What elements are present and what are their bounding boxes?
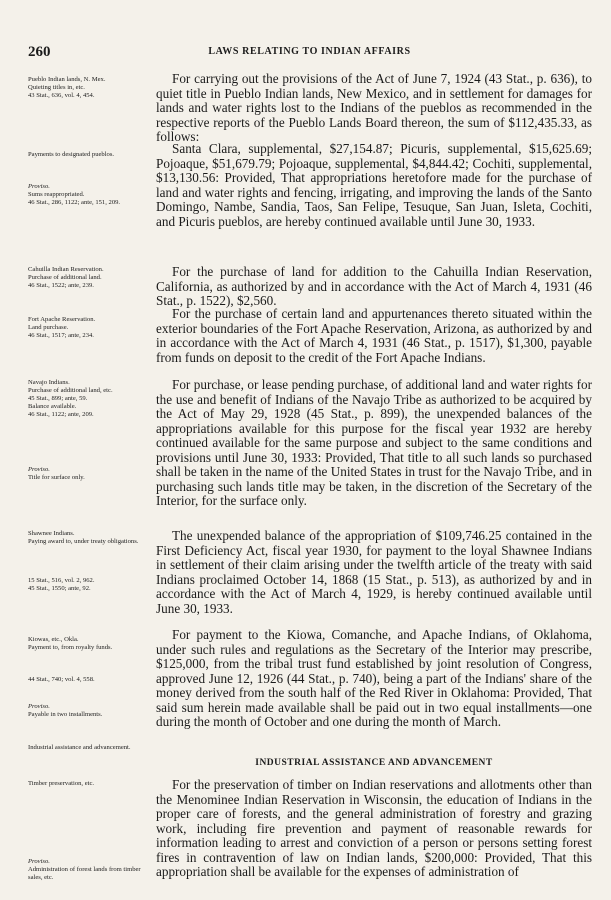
margin-note-line: Payments to designated pueblos. — [28, 151, 115, 158]
margin-note-line: 46 Stat., 1522; ante, 239. — [28, 282, 94, 289]
margin-note-line: Proviso. — [28, 183, 50, 190]
margin-note-line: 46 Stat., 1122; ante, 209. — [28, 411, 94, 418]
margin-note-proviso-forest — [28, 858, 144, 882]
margin-note-line: Fort Apache Reservation. — [28, 316, 96, 323]
margin-note-line: Title for surface only. — [28, 474, 85, 481]
margin-note-line: 44 Stat., 740; vol. 4, 558. — [28, 676, 95, 683]
margin-note-fort-apache — [28, 316, 144, 340]
margin-note-line: Proviso. — [28, 858, 50, 865]
margin-note-line: Payment to, from royalty funds. — [28, 644, 113, 651]
margin-note-pueblo-lands — [28, 76, 144, 100]
margin-note-line: Navajo Indians. — [28, 379, 70, 386]
margin-note-line: Cahuilla Indian Reservation. — [28, 266, 104, 273]
margin-note-line: Quieting titles in, etc. — [28, 84, 85, 91]
paragraph-cahuilla: For the purchase of land for addition to the Cahuilla Indian Reservation, California, as authorized by and in accordance with the Act of March 4, 1931 (46 Stat., p. 1522), $2,560. — [156, 264, 592, 308]
margin-note-line: Industrial assistance and advancement. — [28, 744, 131, 751]
margin-note-line: 43 Stat., 636, vol. 4, 454. — [28, 92, 95, 99]
margin-note-line: 46 Stat., 286, 1122; ante, 151, 209. — [28, 199, 121, 206]
paragraph-pueblo-lands: For carrying out the provisions of the Act of June 7, 1924 (43 Stat., p. 636), to quiet title in Pueblo Indian lands, New Mexico, and in settlement for damages for lands and water rights lost to the Indians of the pueblos as recommended in the respective reports of the Pueblo Lands Board thereon, the sum of $112,435.33, as follows: — [156, 71, 592, 144]
margin-note-shawnee — [28, 530, 144, 546]
margin-note-line: Balance available. — [28, 403, 77, 410]
margin-note-line: Timber preservation, etc. — [28, 780, 95, 787]
margin-note-line: Shawnee Indians. — [28, 530, 75, 537]
margin-note-line: Purchase of additional land. — [28, 274, 102, 281]
paragraph-navajo: For purchase, or lease pending purchase, of additional land and water rights for the use and benefit of Indians of the Navajo Tribe as authorized to be acquired by the Act of May 29, 1928 (45 Stat., p. 899), the unexpended balances of the appropriations available for this purpose for the fiscal year 1932 are hereby continued available for the same purpose and subject to the same conditions and provisions until June 30, 1933: Provided, That title to all such lands so purchased shall be taken in the name of the United States in trust for the Navajo Tribe, and in purchasing such lands title may be taken, in the discretion of the Secretary of the Interior, for the surface only. — [156, 377, 592, 508]
margin-note-line: Purchase of additional land, etc. — [28, 387, 113, 394]
margin-note-payments — [28, 151, 144, 159]
paragraph-shawnee: The unexpended balance of the appropriation of $109,746.25 contained in the First Deficiency Act, fiscal year 1930, for payment to the loyal Shawnee Indians in settlement of their claim arising under the twelfth article of the treaty with said Indians proclaimed October 14, 1868 (15 Stat., p. 513), as authorized by and in accordance with the Act of March 4, 1929, is hereby continued available until June 30, 1933. — [156, 528, 592, 616]
margin-note-line: Kiowas, etc., Okla. — [28, 636, 79, 643]
page-number: 260 — [28, 44, 51, 60]
margin-note-proviso-title — [28, 466, 144, 482]
margin-note-industrial — [28, 744, 144, 752]
page-header — [28, 44, 591, 66]
margin-note-line: 45 Stat., 1550; ante, 92. — [28, 585, 91, 592]
margin-note-line: Land purchase. — [28, 324, 69, 331]
margin-note-line: Sums reappropriated. — [28, 191, 85, 198]
margin-note-line: Administration of forest lands from timber sales, etc. — [28, 866, 141, 881]
margin-note-line: Paying award to, under treaty obligations. — [28, 538, 139, 545]
running-head: LAWS RELATING TO INDIAN AFFAIRS — [208, 46, 411, 57]
margin-note-line: 46 Stat., 1517; ante, 234. — [28, 332, 94, 339]
margin-note-kiowas-citation — [28, 676, 144, 684]
margin-note-kiowas — [28, 636, 144, 652]
section-heading: INDUSTRIAL ASSISTANCE AND ADVANCEMENT — [255, 758, 493, 768]
margin-note-line: Pueblo Indian lands, N. Mex. — [28, 76, 106, 83]
margin-note-shawnee-citations — [28, 577, 144, 593]
margin-note-cahuilla — [28, 266, 144, 290]
margin-note-proviso-sums — [28, 183, 144, 207]
margin-note-line: Proviso. — [28, 703, 50, 710]
margin-note-line: 15 Stat., 516, vol. 2, 962. — [28, 577, 95, 584]
margin-note-line: Payable in two installments. — [28, 711, 103, 718]
paragraph-timber: For the preservation of timber on Indian reservations and allotments other than the Menominee Indian Reservation in Wisconsin, the education of Indians in the proper care of forests, and the general administration of forestry and grazing work, including fire prevention and payment of reasonable rewards for information leading to arrest and conviction of a person or persons setting forest fires in contravention of law on Indian lands, $200,000: Provided, That this appropriation shall be available for the expenses of administration of — [156, 777, 592, 879]
margin-note-proviso-installments — [28, 703, 144, 719]
paragraph-fort-apache: For the purchase of certain land and appurtenances thereto situated within the exterior boundaries of the Fort Apache Reservation, Arizona, as authorized by and in accordance with the Act of March 4, 1931 (46 Stat., p. 1517), $1,300, payable from funds on deposit to the credit of the Fort Apache Indians. — [156, 306, 592, 365]
margin-note-navajo — [28, 379, 144, 419]
paragraph-kiowa: For payment to the Kiowa, Comanche, and Apache Indians, of Oklahoma, under such rules and regulations as the Secretary of the Interior may prescribe, $125,000, from the tribal trust fund established by joint resolution of Congress, approved June 12, 1926 (44 Stat., p. 740), being a part of the Indians' share of the money derived from the south half of the Red River in Oklahoma: Provided, That said sum herein made available shall be paid out in two equal installments—one during the month of October and one during the month of March. — [156, 627, 592, 729]
margin-note-line: Proviso. — [28, 466, 50, 473]
margin-note-line: 45 Stat., 899; ante, 59. — [28, 395, 88, 402]
paragraph-pueblo-payments: Santa Clara, supplemental, $27,154.87; Picuris, supplemental, $15,625.69; Pojoaque, $51,679.79; Pojoaque, supplemental, $4,844.42; Cochiti, supplemental, $13,130.56: Provided, That appropriations heretofore made for the purchase of land and water rights and fencing, irrigating, and improving the lands of the Santo Domingo, Nambe, Sandia, Taos, San Felipe, Tesuque, San Juan, Isleta, Cochiti, and Picuris pueblos, are hereby continued available until June 30, 1933. — [156, 141, 592, 229]
margin-note-timber — [28, 780, 144, 788]
